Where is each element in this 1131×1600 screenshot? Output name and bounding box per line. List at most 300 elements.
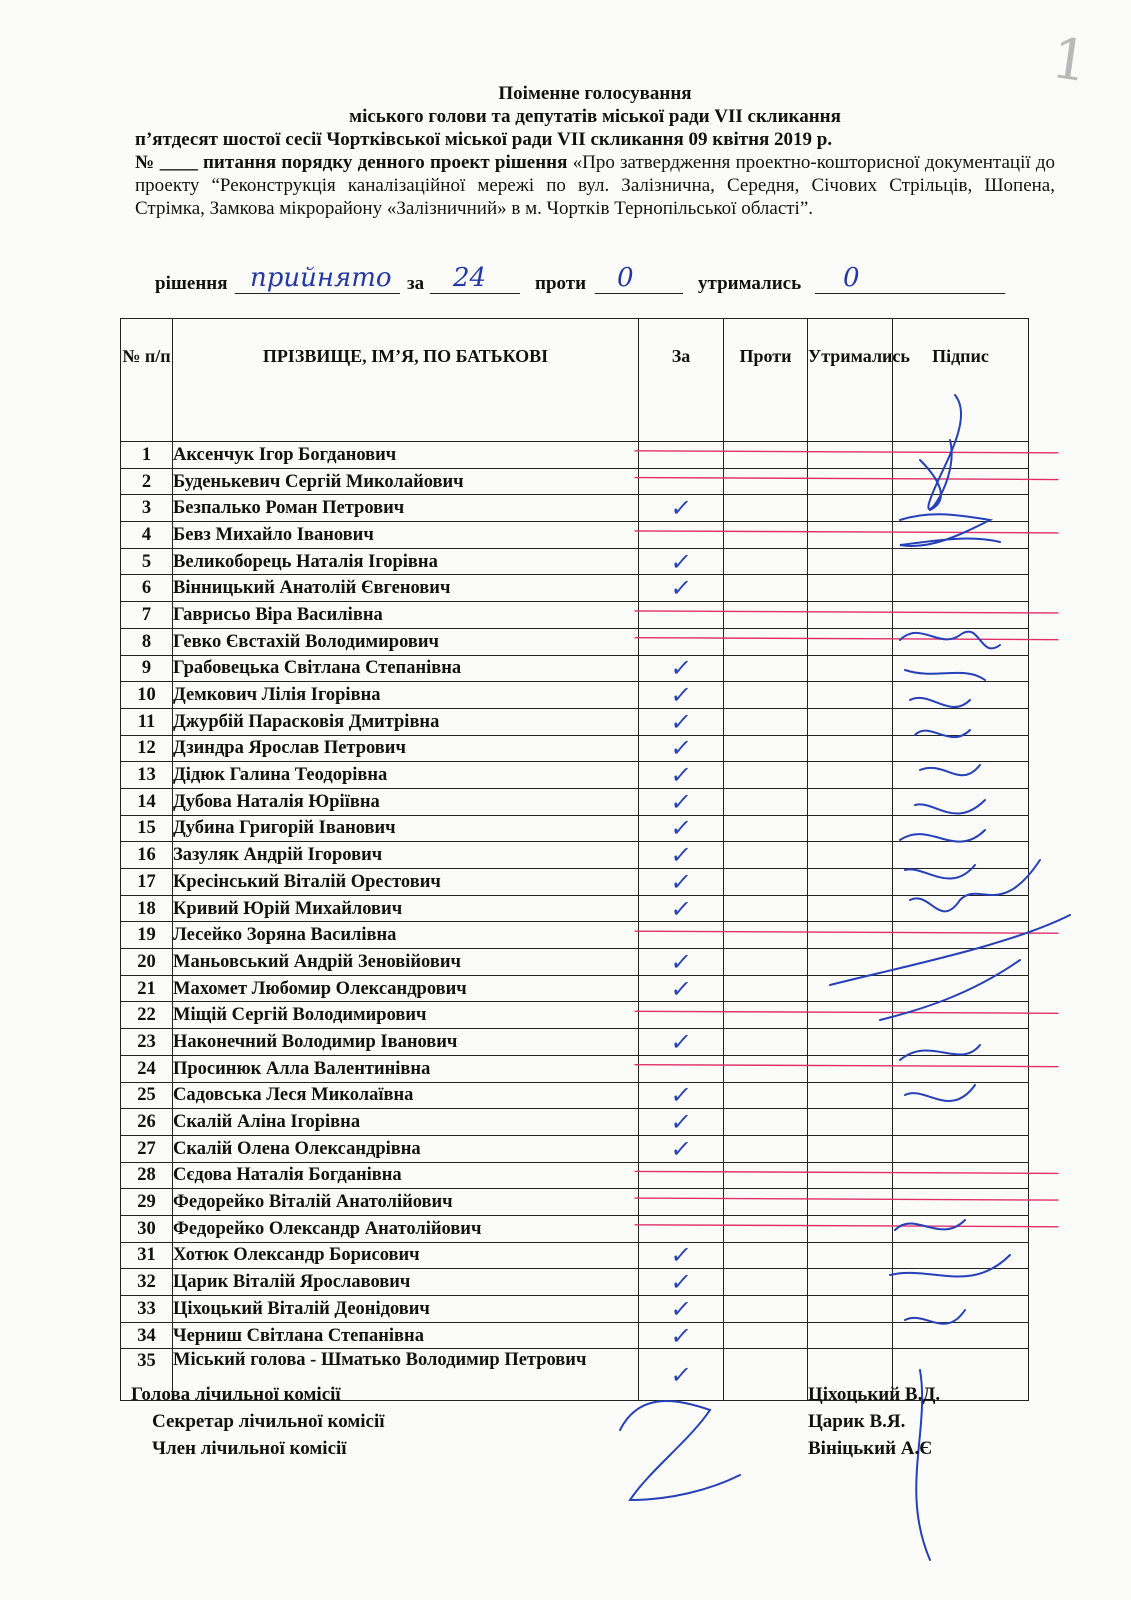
- row-number: 32: [121, 1269, 173, 1296]
- signature-cell: [893, 1002, 1029, 1029]
- vote-for-cell: [639, 522, 724, 549]
- checkmark-icon: ✓: [668, 974, 694, 1003]
- signature-cell: [893, 602, 1029, 629]
- row-number: 19: [121, 922, 173, 949]
- member-name: Міщій Сергій Володимирович: [173, 1002, 639, 1029]
- col-header-for: За: [639, 319, 724, 442]
- vote-for-cell: [639, 1322, 724, 1349]
- vote-abstained-cell: [808, 1135, 893, 1162]
- vote-against-cell: [724, 548, 808, 575]
- vote-abstained-cell: [808, 442, 893, 469]
- vote-abstained-cell: [808, 842, 893, 869]
- vote-against-cell: [724, 1215, 808, 1242]
- table-row: [121, 1082, 1029, 1109]
- row-number: 4: [121, 522, 173, 549]
- signature-cell: [893, 762, 1029, 789]
- checkmark-icon: ✓: [668, 867, 694, 896]
- against-underline: [595, 293, 683, 294]
- row-number: 5: [121, 548, 173, 575]
- vote-abstained-cell: [808, 1162, 893, 1189]
- signature-cell: [893, 842, 1029, 869]
- row-number: 26: [121, 1109, 173, 1136]
- vote-against-cell: [724, 1242, 808, 1269]
- checkmark-icon: ✓: [668, 1241, 694, 1270]
- vote-abstained-cell: [808, 1055, 893, 1082]
- row-number: 12: [121, 735, 173, 762]
- vote-against-cell: [724, 1109, 808, 1136]
- vote-for-cell: [639, 1242, 724, 1269]
- decision-underline: [235, 293, 400, 294]
- vote-for-cell: [639, 975, 724, 1002]
- chair-name: Ціхоцький В.Д.: [808, 1384, 941, 1405]
- vote-for-cell: [639, 1189, 724, 1216]
- col-header-num: № п/п: [121, 319, 173, 442]
- member-name: Садовська Леся Миколаївна: [173, 1082, 639, 1109]
- table-row: [121, 628, 1029, 655]
- vote-against-cell: [724, 1349, 808, 1401]
- member-name: Буденькевич Сергій Миколайович: [173, 468, 639, 495]
- member-name: Черниш Світлана Степанівна: [173, 1322, 639, 1349]
- table-row: [121, 655, 1029, 682]
- vote-abstained-cell: [808, 522, 893, 549]
- row-number: 30: [121, 1215, 173, 1242]
- vote-abstained-cell: [808, 548, 893, 575]
- member-label: Член лічильної комісії: [152, 1438, 347, 1459]
- vote-against-cell: [724, 682, 808, 709]
- signature-cell: [893, 1269, 1029, 1296]
- row-number: 2: [121, 468, 173, 495]
- vote-against-cell: [724, 628, 808, 655]
- table-row: [121, 869, 1029, 896]
- signature-cell: [893, 522, 1029, 549]
- vote-abstained-cell: [808, 708, 893, 735]
- table-row: [121, 922, 1029, 949]
- vote-for-cell: [639, 1082, 724, 1109]
- secretary-name: Царик В.Я.: [808, 1411, 906, 1432]
- vote-for-cell: [639, 495, 724, 522]
- checkmark-icon: ✓: [668, 1134, 694, 1163]
- table-row: [121, 602, 1029, 629]
- table-row: [121, 735, 1029, 762]
- member-name: Лесейко Зоряна Василівна: [173, 922, 639, 949]
- signature-cell: [893, 869, 1029, 896]
- table-row: [121, 1215, 1029, 1242]
- vote-against-cell: [724, 895, 808, 922]
- checkmark-icon: ✓: [668, 654, 694, 683]
- member-name: Великоборець Наталія Ігорівна: [173, 548, 639, 575]
- signature-cell: [893, 975, 1029, 1002]
- vote-against-cell: [724, 788, 808, 815]
- row-number: 35: [121, 1349, 173, 1401]
- signature-cell: [893, 1055, 1029, 1082]
- vote-abstained-cell: [808, 788, 893, 815]
- vote-abstained-cell: [808, 762, 893, 789]
- checkmark-icon: ✓: [668, 1321, 694, 1350]
- vote-against-cell: [724, 442, 808, 469]
- row-number: 20: [121, 949, 173, 976]
- vote-against-cell: [724, 922, 808, 949]
- vote-abstained-cell: [808, 1109, 893, 1136]
- member-name: Демкович Лілія Ігорівна: [173, 682, 639, 709]
- vote-abstained-cell: [808, 682, 893, 709]
- signature-cell: [893, 1215, 1029, 1242]
- table-row: [121, 1002, 1029, 1029]
- table-row: [121, 682, 1029, 709]
- signature-cell: [893, 1242, 1029, 1269]
- signature-cell: [893, 922, 1029, 949]
- vote-for-cell: [639, 655, 724, 682]
- vote-for-cell: [639, 815, 724, 842]
- member-name: Махомет Любомир Олександрович: [173, 975, 639, 1002]
- checkmark-icon: ✓: [668, 894, 694, 923]
- vote-for-cell: [639, 1002, 724, 1029]
- row-number: 34: [121, 1322, 173, 1349]
- table-row: [121, 1135, 1029, 1162]
- vote-abstained-cell: [808, 1189, 893, 1216]
- vote-for-cell: [639, 762, 724, 789]
- member-name: Джурбій Парасковія Дмитрівна: [173, 708, 639, 735]
- row-number: 10: [121, 682, 173, 709]
- vote-against-cell: [724, 575, 808, 602]
- member-name: Федорейко Олександр Анатолійович: [173, 1215, 639, 1242]
- page-number: 1: [1047, 25, 1092, 96]
- vote-against-cell: [724, 522, 808, 549]
- vote-for-cell: [639, 1055, 724, 1082]
- vote-against-cell: [724, 655, 808, 682]
- row-number: 3: [121, 495, 173, 522]
- member-name: Безпалько Роман Петрович: [173, 495, 639, 522]
- decision-line: [155, 265, 1025, 301]
- member-name: Дідюк Галина Теодорівна: [173, 762, 639, 789]
- checkmark-icon: ✓: [668, 547, 694, 576]
- question-text: «Про затвердження проектно-кошторисної документації до проекту “Реконструкція каналізаційної мережі по вул. Залізнична, Середня, Січових Стрільців, Шопена, Стрімка, Замкова мікрорайону «Залізничний» в м. Чортків Тернопільської області”.: [135, 152, 1056, 219]
- member-name: Кресінський Віталій Орестович: [173, 869, 639, 896]
- table-row: [121, 842, 1029, 869]
- table-row: [121, 895, 1029, 922]
- vote-for-cell: [639, 1109, 724, 1136]
- vote-for-cell: [639, 922, 724, 949]
- checkmark-icon: ✓: [668, 1294, 694, 1323]
- vote-abstained-cell: [808, 815, 893, 842]
- member-name: Скалій Аліна Ігорівна: [173, 1109, 639, 1136]
- checkmark-icon: ✓: [668, 1081, 694, 1110]
- decision-label: рішення: [155, 273, 228, 294]
- vote-abstained-cell: [808, 1322, 893, 1349]
- checkmark-icon: ✓: [668, 1360, 694, 1389]
- signature-cell: [893, 1322, 1029, 1349]
- signature-cell: [893, 788, 1029, 815]
- signature-cell: [893, 655, 1029, 682]
- voting-table: [120, 318, 1029, 1401]
- vote-for-cell: [639, 788, 724, 815]
- checkmark-icon: ✓: [668, 494, 694, 523]
- checkmark-icon: ✓: [668, 761, 694, 790]
- member-name: Кривий Юрій Михайлович: [173, 895, 639, 922]
- vote-against-cell: [724, 735, 808, 762]
- row-number: 8: [121, 628, 173, 655]
- checkmark-icon: ✓: [668, 841, 694, 870]
- table-row: [121, 468, 1029, 495]
- abstained-value: 0: [843, 263, 860, 293]
- vote-abstained-cell: [808, 1002, 893, 1029]
- member-name: Дзиндра Ярослав Петрович: [173, 735, 639, 762]
- vote-for-cell: [639, 708, 724, 735]
- vote-against-cell: [724, 815, 808, 842]
- vote-against-cell: [724, 975, 808, 1002]
- vote-for-cell: [639, 735, 724, 762]
- vote-against-cell: [724, 1055, 808, 1082]
- vote-abstained-cell: [808, 655, 893, 682]
- checkmark-icon: ✓: [668, 787, 694, 816]
- signature-cell: [893, 1162, 1029, 1189]
- document-title: Поіменне голосування: [498, 83, 692, 104]
- checkmark-icon: ✓: [668, 707, 694, 736]
- row-number: 13: [121, 762, 173, 789]
- for-underline: [430, 293, 520, 294]
- signature-cell: [893, 682, 1029, 709]
- vote-against-cell: [724, 949, 808, 976]
- vote-abstained-cell: [808, 575, 893, 602]
- vote-abstained-cell: [808, 1242, 893, 1269]
- row-number: 28: [121, 1162, 173, 1189]
- row-number: 16: [121, 842, 173, 869]
- signature-cell: [893, 628, 1029, 655]
- table-row: [121, 1242, 1029, 1269]
- vote-abstained-cell: [808, 602, 893, 629]
- vote-abstained-cell: [808, 1029, 893, 1056]
- question-lead: № ____ питання порядку денного проект рішення: [135, 152, 568, 173]
- secretary-label: Секретар лічильної комісії: [152, 1411, 385, 1432]
- signature-cell: [893, 468, 1029, 495]
- vote-abstained-cell: [808, 495, 893, 522]
- member-name: Ціхоцький Віталій Деонідович: [173, 1296, 639, 1323]
- signature-cell: [893, 1189, 1029, 1216]
- signature-cell: [893, 895, 1029, 922]
- col-header-against: Проти: [724, 319, 808, 442]
- vote-for-cell: [639, 842, 724, 869]
- vote-against-cell: [724, 1135, 808, 1162]
- table-row: [121, 1189, 1029, 1216]
- vote-for-cell: [639, 949, 724, 976]
- table-row: [121, 1055, 1029, 1082]
- against-value: 0: [617, 263, 634, 293]
- table-row: [121, 788, 1029, 815]
- table-row: [121, 815, 1029, 842]
- checkmark-icon: ✓: [668, 1027, 694, 1056]
- vote-abstained-cell: [808, 922, 893, 949]
- vote-for-cell: [639, 1296, 724, 1323]
- table-row: [121, 949, 1029, 976]
- row-number: 22: [121, 1002, 173, 1029]
- for-label: за: [407, 273, 425, 294]
- vote-for-cell: [639, 1029, 724, 1056]
- document-header: [135, 82, 1055, 220]
- vote-abstained-cell: [808, 975, 893, 1002]
- member-name: Наконечний Володимир Іванович: [173, 1029, 639, 1056]
- vote-against-cell: [724, 495, 808, 522]
- vote-for-cell: [639, 869, 724, 896]
- row-number: 15: [121, 815, 173, 842]
- vote-against-cell: [724, 869, 808, 896]
- row-number: 9: [121, 655, 173, 682]
- vote-abstained-cell: [808, 628, 893, 655]
- row-number: 17: [121, 869, 173, 896]
- signature-cell: [893, 1135, 1029, 1162]
- member-name: Міський голова - Шматько Володимир Петрович: [173, 1349, 639, 1401]
- member-name: Грабовецька Світлана Степанівна: [173, 655, 639, 682]
- vote-against-cell: [724, 468, 808, 495]
- checkmark-icon: ✓: [668, 574, 694, 603]
- vote-against-cell: [724, 1322, 808, 1349]
- signature-cell: [893, 495, 1029, 522]
- signature-cell: [893, 1029, 1029, 1056]
- row-number: 33: [121, 1296, 173, 1323]
- col-header-signature: Підпис: [893, 319, 1029, 442]
- vote-against-cell: [724, 1082, 808, 1109]
- vote-against-cell: [724, 842, 808, 869]
- signature-cell: [893, 949, 1029, 976]
- table-row: [121, 548, 1029, 575]
- vote-against-cell: [724, 1269, 808, 1296]
- vote-abstained-cell: [808, 735, 893, 762]
- vote-for-cell: [639, 1215, 724, 1242]
- table-row: [121, 1296, 1029, 1323]
- member-name: Федорейко Віталій Анатолійович: [173, 1189, 639, 1216]
- table-row: [121, 708, 1029, 735]
- vote-for-cell: [639, 1162, 724, 1189]
- decision-value: прийнято: [250, 263, 392, 293]
- vote-against-cell: [724, 1002, 808, 1029]
- signature-cell: [893, 735, 1029, 762]
- signature-cell: [893, 1109, 1029, 1136]
- signature-cell: [893, 708, 1029, 735]
- checkmark-icon: ✓: [668, 681, 694, 710]
- table-row: [121, 1269, 1029, 1296]
- row-number: 14: [121, 788, 173, 815]
- table-row: [121, 975, 1029, 1002]
- member-name: Бевз Михайло Іванович: [173, 522, 639, 549]
- table-row: [121, 495, 1029, 522]
- vote-for-cell: [639, 682, 724, 709]
- member-name: Зазуляк Андрій Ігорович: [173, 842, 639, 869]
- vote-against-cell: [724, 1296, 808, 1323]
- table-row: [121, 1029, 1029, 1056]
- signature-cell: [893, 575, 1029, 602]
- member-name: Гевко Євстахій Володимирович: [173, 628, 639, 655]
- vote-against-cell: [724, 708, 808, 735]
- member-name: Царик Віталій Ярославович: [173, 1269, 639, 1296]
- member-name: Гаврисьо Віра Василівна: [173, 602, 639, 629]
- against-label: проти: [535, 273, 587, 294]
- for-value: 24: [453, 263, 487, 293]
- vote-against-cell: [724, 1162, 808, 1189]
- member-name: Аксенчук Ігор Богданович: [173, 442, 639, 469]
- row-number: 6: [121, 575, 173, 602]
- signature-cell: [893, 442, 1029, 469]
- document-subtitle: міського голови та депутатів міської ради VII скликання: [349, 106, 841, 127]
- vote-against-cell: [724, 602, 808, 629]
- vote-abstained-cell: [808, 1215, 893, 1242]
- vote-abstained-cell: [808, 1269, 893, 1296]
- vote-for-cell: [639, 575, 724, 602]
- checkmark-icon: ✓: [668, 814, 694, 843]
- signature-cell: [893, 1296, 1029, 1323]
- checkmark-icon: ✓: [668, 1268, 694, 1297]
- row-number: 29: [121, 1189, 173, 1216]
- session-line: п’ятдесят шостої сесії Чортківської міської ради VII скликання 09 квітня 2019 р.: [135, 129, 833, 150]
- vote-for-cell: [639, 628, 724, 655]
- table-row: [121, 1322, 1029, 1349]
- member-name: Дубова Наталія Юріївна: [173, 788, 639, 815]
- vote-against-cell: [724, 1029, 808, 1056]
- row-number: 25: [121, 1082, 173, 1109]
- vote-for-cell: [639, 1135, 724, 1162]
- member-name: Вініцький А.Є: [808, 1438, 933, 1459]
- row-number: 11: [121, 708, 173, 735]
- abstained-label: утримались: [698, 273, 802, 294]
- table-row: [121, 575, 1029, 602]
- signature-cell: [893, 815, 1029, 842]
- member-name: Просинюк Алла Валентинівна: [173, 1055, 639, 1082]
- member-name: Вінницький Анатолій Євгенович: [173, 575, 639, 602]
- table-row: [121, 522, 1029, 549]
- vote-against-cell: [724, 1189, 808, 1216]
- member-name: Сєдова Наталія Богданівна: [173, 1162, 639, 1189]
- member-name: Хотюк Олександр Борисович: [173, 1242, 639, 1269]
- vote-for-cell: [639, 1349, 724, 1401]
- question-paragraph: [135, 151, 1055, 220]
- member-name: Маньовський Андрій Зеновійович: [173, 949, 639, 976]
- row-number: 21: [121, 975, 173, 1002]
- col-header-abstained: Утримались: [808, 319, 893, 442]
- row-number: 31: [121, 1242, 173, 1269]
- vote-against-cell: [724, 762, 808, 789]
- signature-cell: [893, 1082, 1029, 1109]
- signature-cell: [893, 548, 1029, 575]
- voting-table-body: [121, 442, 1029, 1401]
- table-row: [121, 442, 1029, 469]
- vote-abstained-cell: [808, 1082, 893, 1109]
- checkmark-icon: ✓: [668, 947, 694, 976]
- row-number: 1: [121, 442, 173, 469]
- vote-abstained-cell: [808, 949, 893, 976]
- row-number: 18: [121, 895, 173, 922]
- chair-label: Голова лічильної комісії: [131, 1384, 341, 1405]
- col-header-name: ПРІЗВИЩЕ, ІМ’Я, ПО БАТЬКОВІ: [173, 319, 639, 442]
- row-number: 24: [121, 1055, 173, 1082]
- vote-for-cell: [639, 602, 724, 629]
- vote-abstained-cell: [808, 468, 893, 495]
- vote-for-cell: [639, 468, 724, 495]
- checkmark-icon: ✓: [668, 734, 694, 763]
- vote-abstained-cell: [808, 895, 893, 922]
- row-number: 27: [121, 1135, 173, 1162]
- vote-for-cell: [639, 1269, 724, 1296]
- vote-for-cell: [639, 895, 724, 922]
- member-name: Скалій Олена Олександрівна: [173, 1135, 639, 1162]
- vote-abstained-cell: [808, 869, 893, 896]
- row-number: 23: [121, 1029, 173, 1056]
- vote-abstained-cell: [808, 1296, 893, 1323]
- vote-for-cell: [639, 548, 724, 575]
- table-row: [121, 1162, 1029, 1189]
- vote-for-cell: [639, 442, 724, 469]
- table-header-row: [121, 319, 1029, 442]
- abstained-underline: [815, 293, 1005, 294]
- table-row: [121, 1109, 1029, 1136]
- member-name: Дубина Григорій Іванович: [173, 815, 639, 842]
- checkmark-icon: ✓: [668, 1108, 694, 1137]
